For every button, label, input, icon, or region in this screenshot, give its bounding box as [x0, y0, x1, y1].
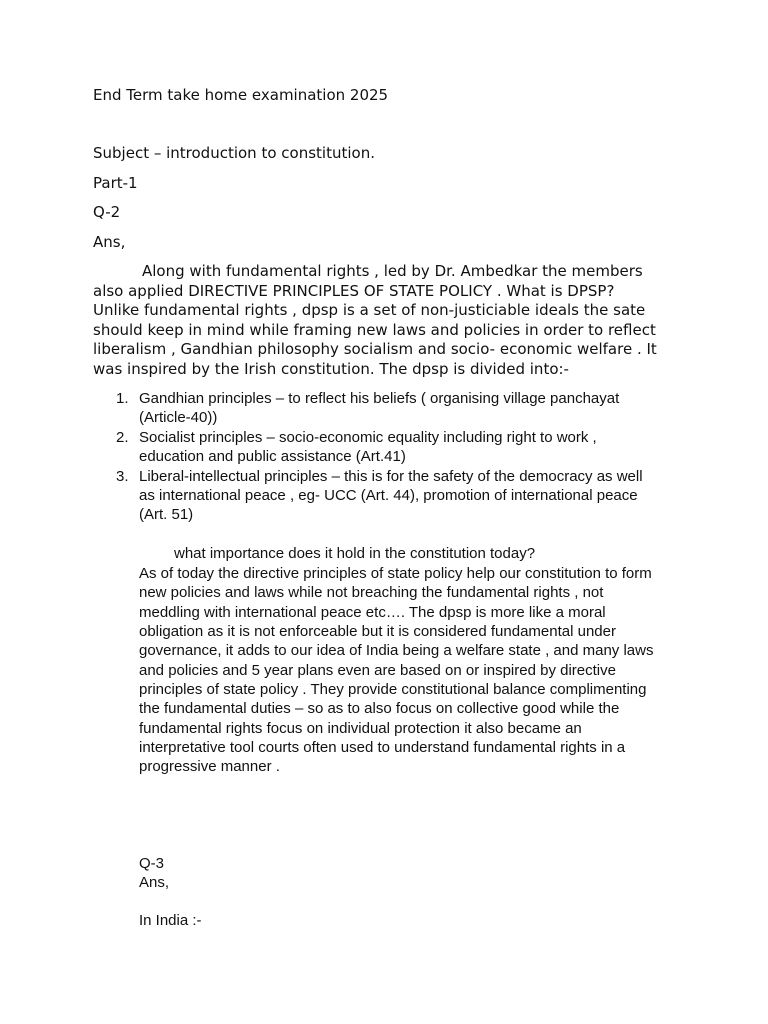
list-number: 1. — [116, 390, 129, 407]
list-number: 3. — [116, 467, 129, 485]
paragraph-line: Unlike fundamental rights , dpsp is a set of non-justiciable ideals the sate — [93, 301, 646, 319]
paragraph-line: also applied DIRECTIVE PRINCIPLES OF STATE POLICY . What is DPSP? — [93, 281, 615, 300]
paragraph-line: principles of state policy . They provide constitutional balance complimenting — [139, 681, 647, 699]
answer-3-start: In India :- — [139, 912, 202, 929]
list-item-line: (Article-40)) — [139, 409, 218, 427]
sub-question: what importance does it hold in the constitution today? — [174, 545, 536, 562]
paragraph-line: was inspired by the Irish constitution. The dpsp is divided into:- — [93, 359, 569, 378]
sub-answer-paragraph — [139, 564, 699, 777]
paragraph-line: the fundamental duties – so as to also focus on collective good while the — [139, 700, 620, 718]
paragraph-line: should keep in mind while framing new laws and policies in order to reflect — [93, 320, 656, 339]
answer-3-label: Ans, — [139, 874, 170, 891]
list-number: 2. — [116, 428, 129, 446]
paragraph-line: and policies and 5 year plans even are based on or inspired by directive — [139, 661, 616, 679]
paragraph-line: progressive manner . — [139, 758, 280, 776]
paragraph-line: Along with fundamental rights , led by Dr. Ambedkar the members — [142, 262, 643, 280]
paragraph-line: interpretative tool courts often used to understand fundamental rights in a — [139, 739, 626, 757]
list-item-line: (Art. 51) — [139, 506, 194, 524]
list-item-line: education and public assistance (Art.41) — [139, 448, 406, 466]
exam-title: End Term take home examination 2025 — [93, 86, 389, 104]
paragraph-line: governance, it adds to our idea of India being a welfare state , and many laws — [139, 642, 654, 660]
paragraph-line: meddling with international peace etc…. The dpsp is more like a moral — [139, 603, 606, 621]
list-item-line: as international peace , eg- UCC (Art. 44), promotion of international peace — [139, 486, 638, 504]
list-item — [110, 389, 690, 428]
dpsp-intro-paragraph — [93, 262, 693, 379]
list-item-line: Liberal-intellectual principles – this is for the safety of the democracy as well — [139, 467, 643, 485]
list-item-line: Gandhian principles – to reflect his beliefs ( organising village panchayat — [139, 390, 620, 407]
subject-line: Subject – introduction to constitution. — [93, 144, 375, 162]
answer-2-label: Ans, — [93, 233, 126, 251]
list-item — [110, 467, 690, 525]
paragraph-line: liberalism , Gandhian philosophy socialism and socio- economic welfare . It — [93, 340, 657, 358]
list-item-line: Socialist principles – socio-economic equality including right to work , — [139, 428, 597, 446]
list-item — [110, 428, 690, 467]
paragraph-line: fundamental rights focus on individual protection it also became an — [139, 719, 582, 737]
paragraph-line: new policies and laws while not breaching the fundamental rights , not — [139, 584, 604, 602]
question-2-label: Q-2 — [93, 203, 121, 221]
part-label: Part-1 — [93, 174, 138, 192]
paragraph-line: As of today the directive principles of state policy help our constitution to form — [139, 565, 652, 582]
paragraph-line: obligation as it is not enforceable but it is considered fundamental under — [139, 623, 616, 641]
principles-list — [110, 389, 690, 525]
question-3-label: Q-3 — [139, 855, 165, 872]
